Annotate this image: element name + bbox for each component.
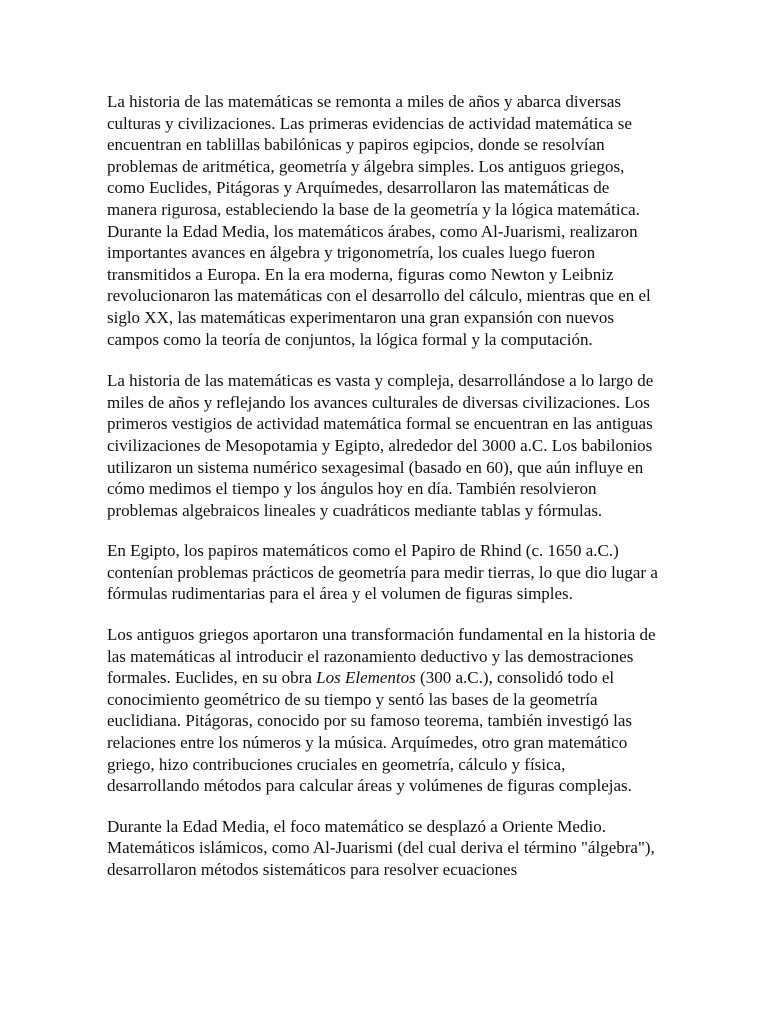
paragraph-5: Durante la Edad Media, el foco matemático se desplazó a Oriente Medio. Matemáticos islámicos, como Al-Juarismi (del cual deriva el término "álgebra"), desarrollaron métodos sistemáticos para resolver ecuaciones <box>107 816 655 879</box>
paragraph-4-text-before: Los antiguos griegos aportaron una transformación fundamental en la historia de las matemáticas al introducir el razonamiento deductivo y las demostraciones formales. Euclides, en su obra <box>107 625 656 688</box>
book-title-italic: Los Elementos <box>316 668 416 688</box>
paragraph-1: La historia de las matemáticas se remonta a miles de años y abarca diversas culturas y civilizaciones. Las primeras evidencias de actividad matemática se encuentran en tablillas babilónicas y papiros egipcios, donde se resolvían problemas de aritmética, geometría y álgebra simples. Los antiguos griegos, como Euclides, Pitágoras y Arquímedes, desarrollaron las matemáticas de manera rigurosa, estableciendo la base de la geometría y la lógica matemática. Durante la Edad Media, los matemáticos árabes, como Al-Juarismi, realizaron importantes avances en álgebra y trigonometría, los cuales luego fueron transmitidos a Europa. En la era moderna, figuras como Newton y Leibniz revolucionaron las matemáticas con el desarrollo del cálculo, mientras que en el siglo XX, las matemáticas experimentaron una gran expansión con nuevos campos como la teoría de conjuntos, la lógica formal y la computación. <box>107 92 651 349</box>
paragraph-2: La historia de las matemáticas es vasta y compleja, desarrollándose a lo largo de miles de años y reflejando los avances culturales de diversas civilizaciones. Los primeros vestigios de actividad matemática formal se encuentran en las antiguas civilizaciones de Mesopotamia y Egipto, alrededor del 3000 a.C. Los babilonios utilizaron un sistema numérico sexagesimal (basado en 60), que aún influye en cómo medimos el tiempo y los ángulos hoy en día. También resolvieron problemas algebraicos lineales y cuadráticos mediante tablas y fórmulas. <box>107 371 654 520</box>
paragraph-4 <box>107 624 659 797</box>
paragraph-3: En Egipto, los papiros matemáticos como el Papiro de Rhind (c. 1650 a.C.) contenían problemas prácticos de geometría para medir tierras, lo que dio lugar a fórmulas rudimentarias para el área y el volumen de figuras simples. <box>107 541 658 604</box>
paragraph-4-text-after: (300 a.C.), consolidó todo el conocimiento geométrico de su tiempo y sentó las bases de la geometría euclidiana. Pitágoras, conocido por su famoso teorema, también investigó las relaciones entre los números y la música. Arquímedes, otro gran matemático griego, hizo contribuciones cruciales en geometría, cálculo y física, desarrollando métodos para calcular áreas y volúmenes de figuras complejas. <box>107 668 632 796</box>
document-body <box>107 91 659 881</box>
